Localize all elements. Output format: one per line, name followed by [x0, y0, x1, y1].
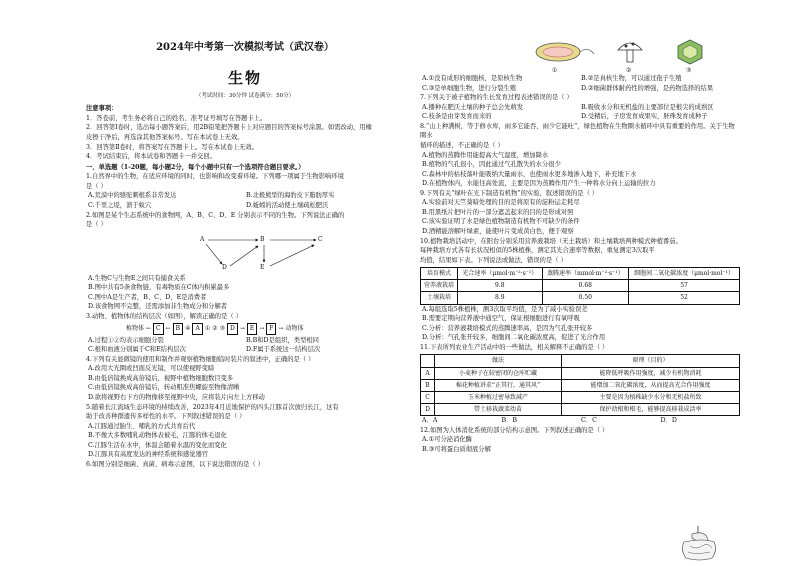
q11-table	[420, 354, 740, 416]
table-header: 培育模式	[421, 268, 458, 280]
table-cell: A	[421, 367, 435, 379]
table-cell: 主要是因为植株缺少水分和无机盐所致	[561, 391, 739, 403]
chain-step: ②	[212, 325, 218, 333]
arrow-left-icon: ←	[146, 325, 152, 333]
table-header: 蒸腾速率（mmol·m⁻²·s⁻¹）	[542, 268, 628, 280]
option: B．B	[501, 416, 518, 424]
notice-item: 皮擦干净后，再选涂其他答案标号。写在本试卷上无效。	[86, 134, 244, 142]
option: D.欲将视野右下方的物像移至视野中央，应将装片向左上方移动	[88, 393, 265, 401]
option: A.改用大光圈或凹面反光镜，可以使视野变暗	[88, 365, 215, 373]
option: C.根和血液分别属于C和E结构层次	[88, 346, 186, 354]
table-cell: 保护幼根和根毛，能够提高移栽成活率	[561, 403, 739, 415]
organism-label: ①	[552, 67, 558, 74]
question-stem: 12.如图为人体消化系统的部分结构示意图。下列叙述正确的是（ ）	[420, 426, 609, 434]
chain-step: ③	[219, 325, 225, 333]
question-4	[86, 355, 404, 403]
question-2	[86, 211, 404, 312]
option: A.荒漠中的骆驼刺根系非常发达	[88, 192, 177, 200]
option: C.森林中的枯枝落叶能吸纳大量雨水，也使雨水更多地渗入地下，补充地下水	[422, 170, 637, 178]
food-web-node: D	[222, 263, 227, 271]
option: A.每组选取5株植株，测3次取平均值，是为了减小实验误差	[422, 305, 588, 313]
question-stem: 每种栽培方式各有长状况相似的5株植株，测定其光合速率等数据，重复测定3次取平	[420, 247, 655, 255]
question-stem: 6.如图分别是细菌、真菌、病毒示意图，以下说法错误的是（ ）	[86, 460, 265, 468]
question-6-options	[420, 74, 740, 93]
question-stem: 助于改善种群遗传多样性的水平。下列叙述错误的是（ ）	[86, 413, 246, 421]
option: B.图中共有5条食物链，有毒物质在C体内积累最多	[88, 284, 230, 292]
chain-box: E	[247, 323, 257, 334]
question-11	[420, 343, 740, 426]
option: A.播种在肥沃土壤的种子总会先萌发	[422, 103, 524, 111]
table-cell: 8.9	[458, 292, 543, 304]
option: D．D	[660, 416, 677, 424]
option: D.江豚具有高度发达的神经系统和感觉器官	[88, 451, 209, 459]
chain-box: B	[173, 323, 183, 334]
option: C.千里之堤，溃于蚁穴	[88, 201, 152, 209]
right-column	[420, 74, 740, 566]
organism-illustrations	[530, 38, 720, 72]
option: C．C	[581, 416, 597, 424]
table-cell: C	[421, 391, 435, 403]
arrow-right-icon: →	[239, 325, 245, 333]
question-stem: 3.动物、植物体的结构层次（如图），解读正确的是（ ）	[86, 312, 242, 320]
food-web-node: E	[260, 263, 265, 271]
food-web-node: B	[260, 235, 265, 243]
question-stem: 1.自然界中的生物，在适应环境的同时，也影响和改变着环境。下列哪一项属于生物影响环境	[86, 173, 344, 181]
chain-box: D	[227, 323, 238, 334]
question-stem: 是（ ）	[86, 221, 107, 229]
option: B.用黑纸片把叶片的一部分遮盖起来的目的是形成对照	[422, 208, 574, 216]
question-stem: 9.下列有关“绿叶在光下制造有机物”的实验，叙述错误的是（ ）	[420, 189, 599, 197]
option: C.分析：营养液栽培模式的蒸腾速率高，是因为气孔张开较多	[422, 324, 593, 332]
question-stem: 4.下列有关显微镜的使用和制作并观察植物细胞临时装片的叙述中，正确的是（ ）	[86, 355, 315, 363]
option: A.①没有成形的细胞核，是原核生物	[422, 75, 523, 82]
virus-icon	[678, 40, 702, 64]
option: C.③是单细胞生物，进行分裂生殖	[422, 84, 517, 92]
option: A.生物C与生物E之间只有捕食关系	[88, 274, 186, 282]
structure-level-chain	[126, 323, 404, 334]
option: D.蚯蚓的活动使土壤疏松肥沃	[246, 201, 329, 209]
table-cell: 0.50	[542, 292, 628, 304]
question-3	[86, 312, 404, 355]
table-row	[421, 403, 740, 415]
question-stem: 10.植物栽培活动中，在阳台分别采用营养液栽培（无土栽培）和土壤栽培两种模式种植番茄。	[420, 237, 682, 245]
question-10	[420, 237, 740, 343]
option: D.②细菌群体耐药性的增强，是药物选择的结果	[581, 84, 714, 92]
option: A.实验前对天竺葵暗处理的目的是将原有的淀粉运走耗尽	[422, 199, 580, 207]
notice-item: 2．回答第Ⅰ卷时，选出每小题答案后，用2B铅笔把答题卡上对应题目的答案标号涂黑。如需改动，用橡	[86, 124, 372, 132]
table-header	[421, 355, 435, 367]
left-column	[86, 40, 404, 566]
question-6	[86, 460, 404, 470]
option: C.江豚生活在水中，体温会随着水温的变化而变化	[88, 441, 227, 449]
option: C.枝条是由芽发育而来的	[422, 113, 492, 121]
q10-table	[420, 267, 740, 304]
question-1	[86, 172, 404, 210]
table-header: 原理（目的）	[561, 355, 739, 367]
notice-item: 4．考试结束后，将本试卷和答题卡一并交回。	[86, 153, 216, 161]
option: D.酒精能溶解叶绿素，能使叶片变成黄白色，便于观察	[422, 228, 574, 235]
option: B.吸收水分和无机盐的主要部位是根尖的成熟区	[581, 103, 714, 111]
organism-label: ②	[626, 67, 632, 74]
question-stem: 5.随着长江流域生态环境的持续改善，2023年4月近地保护的四头江豚首次放归长江，这有	[86, 403, 339, 411]
exam-meta: （考试时间：30分钟 试卷满分：50分）	[195, 92, 295, 99]
table-cell: 能降低呼吸作用强度，减少有机物消耗	[561, 367, 739, 379]
chain-step: ①	[204, 325, 211, 333]
table-cell: 土壤栽培	[421, 292, 458, 304]
question-stem: 7.下列关于被子植物的生长发育过程表述错误的是（ ）	[420, 94, 573, 102]
mushroom-icon	[618, 43, 642, 63]
table-row	[421, 379, 740, 391]
arrow-right-icon: →	[278, 325, 284, 333]
chain-box: C	[153, 323, 164, 334]
chain-box: F	[266, 323, 276, 334]
table-cell: 小麦种子在较密闭的仓库贮藏	[434, 367, 561, 379]
option: A．A	[422, 416, 438, 424]
table-row	[421, 292, 740, 304]
table-row	[421, 280, 740, 292]
table-row	[421, 367, 740, 379]
chain-box: A	[192, 323, 202, 334]
table-cell: B	[421, 379, 435, 391]
option: A.①可分泌消化酶	[422, 436, 472, 444]
option: D.F属于系统这一结构层次	[246, 346, 321, 354]
option: A.江豚通过胎生、哺乳的方式共育后代	[88, 422, 196, 430]
food-web-arrows	[196, 230, 336, 274]
option: A.植物的蒸腾作用能提高大气湿度，增加降水	[422, 151, 549, 159]
question-7	[420, 93, 740, 122]
notice-item: 1．答卷前，考生务必将自己的姓名、准考证号填写在答题卡上。	[86, 114, 267, 122]
table-cell: 52	[629, 292, 740, 304]
option: C.该实验证明了水是绿色植物制造有机物不可缺少的条件	[422, 218, 580, 226]
food-web-diagram	[196, 230, 336, 274]
table-cell: 营养液栽培	[421, 280, 458, 292]
option: B.北极熊型的海豹皮下脂肪厚实	[246, 192, 335, 200]
digestive-system-icon	[670, 524, 730, 562]
table-cell: 0.68	[542, 280, 628, 292]
option: D.受精后，子房发育成果实，胚珠发育成种子	[581, 113, 708, 121]
option: D.该食物网不完整，还需添加非生物成分和分解者	[88, 303, 228, 311]
table-cell: 棉花种植讲求“正其行，通其风”	[434, 379, 561, 391]
section-1-title: 一、单选题（1-20题，每小题2分，每个小题中只有一个选项符合题目要求。）	[86, 163, 305, 171]
table-cell: 57	[629, 280, 740, 292]
subject-title: 生物	[227, 69, 262, 88]
notice-item: 3．回答第Ⅱ卷时，将答案写在答题卡上。写在本试卷上无效。	[86, 143, 259, 151]
table-cell: 玉米种植过密导致减产	[434, 391, 561, 403]
question-8	[420, 122, 740, 189]
table-cell: 9.8	[458, 280, 543, 292]
chain-start-label: 植物体	[126, 325, 145, 333]
notice-list	[86, 114, 404, 162]
question-stem: 8.“山上种满树，等于修水库，雨多它能吞，雨少它能吐”，绿色植物在生物圈水循环中具有重要的作用。关于生物圈水	[420, 122, 735, 140]
bacterium-icon	[536, 43, 594, 61]
food-web-node: C	[318, 235, 323, 243]
option: B.需要定期向营养液中通空气，保证根细胞进行有氧呼吸	[422, 315, 580, 323]
table-row	[421, 391, 740, 403]
option: D.在植物体内，水能往高处流，主要是因为蒸腾作用产生一种将水分向上运输的拉力	[422, 180, 656, 188]
option: A.过程①②均表示细胞分裂	[88, 336, 164, 344]
question-stem: 循环的描述，不正确的是（ ）	[420, 141, 504, 149]
arrow-left-icon: ←	[165, 325, 171, 333]
table-header: 细胞间二氧化碳浓度（μmol·mol⁻¹）	[629, 268, 740, 280]
arrow-right-icon: →	[259, 325, 265, 333]
question-stem: 均值，结果如下表。下列说法或做法，错误的是（ ）	[420, 256, 567, 264]
option: B.不像大多数哺乳动物体表被毛，江豚的体毛退化	[88, 432, 227, 440]
question-stem: 11.下表所列农业生产活动中的一些做法，相关解释不正确的是（ ）	[420, 343, 609, 351]
chain-step: ④	[185, 325, 191, 333]
chain-end-label: 动物体	[285, 325, 304, 333]
table-header: 光合速率（μmol·m⁻²·s⁻¹）	[458, 268, 543, 280]
organism-drawings	[530, 38, 720, 68]
question-9	[420, 189, 740, 237]
table-header: 做法	[434, 355, 561, 367]
food-web-node: A	[200, 235, 205, 243]
option: C.由低倍镜换成高倍镜后，转动粗准焦螺旋至物像清晰	[88, 384, 240, 392]
table-cell: 带土移栽蔬菜幼苗	[434, 403, 561, 415]
option: B.②是真核生物，可以通过孢子生殖	[581, 75, 682, 82]
option: B.植物的气孔很小，因此通过气孔散失的水分很少	[422, 161, 561, 169]
question-stem: 2.如图是某个生态系统中的食物网，A、B、C、D、E 分别表示不同的生物。下列说法正确的	[86, 211, 345, 219]
option: B.B和D是组织，类型相同	[246, 336, 319, 344]
option: B.由低倍镜换成高倍镜后，视野中植物细胞数目变多	[88, 374, 234, 382]
option: B.③可将蛋白质彻底分解	[422, 445, 491, 453]
table-cell: D	[421, 403, 435, 415]
question-stem: 是（ ）	[86, 182, 107, 190]
option: D.分析：气孔张开较多，细胞间二氧化碳浓度高，促进了光合作用	[422, 334, 606, 342]
notice-title: 注意事项：	[86, 105, 118, 113]
exam-title: 2024年中考第一次模拟考试（武汉卷）	[156, 42, 334, 53]
option: C.图中A是生产者，B、C、D、E是消费者	[88, 293, 207, 301]
organism-label: ③	[686, 67, 692, 74]
table-cell: 能增加二氧化碳浓度，从而提高光合作用强度	[561, 379, 739, 391]
question-12	[420, 426, 740, 455]
question-5	[86, 403, 404, 460]
